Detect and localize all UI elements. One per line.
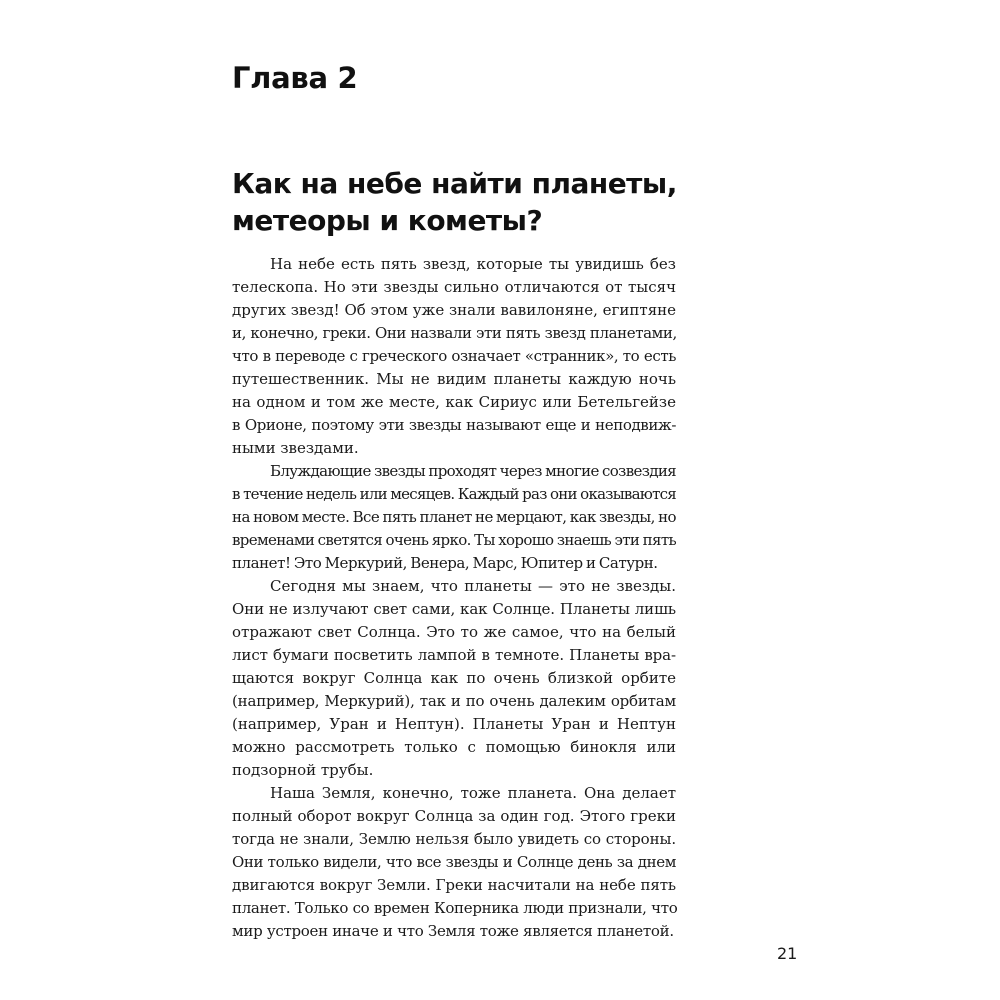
page-number: 21	[777, 944, 798, 963]
text-line: в Орионе, поэтому эти звезды называют еще и неподвиж-	[232, 416, 676, 434]
text-line: и, конечно, греки. Они назвали эти пять звезд планетами,	[232, 324, 677, 342]
text-line: двигаются вокруг Земли. Греки насчитали на небе пять	[232, 876, 676, 894]
text-line: Они только видели, что все звезды и Солнце день за днем	[232, 853, 676, 871]
chapter-title-line: Как на небе найти планеты,	[232, 167, 677, 200]
text-line: (например, Меркурий), так и по очень далеким орбитам	[232, 692, 676, 710]
text-line: планет. Только со времен Коперника люди признали, что	[232, 899, 678, 917]
chapter-heading: Глава 2	[232, 61, 358, 95]
chapter-title-line: метеоры и кометы?	[232, 204, 543, 237]
paragraph	[232, 460, 676, 575]
text-line: На небе есть пять звезд, которые ты увидишь без	[270, 255, 676, 273]
text-line: Они не излучают свет сами, как Солнце. Планеты лишь	[232, 600, 676, 618]
chapter-title	[232, 165, 832, 239]
text-line: Наша Земля, конечно, тоже планета. Она делает	[270, 784, 676, 802]
paragraph	[232, 253, 676, 460]
text-line: в течение недель или месяцев. Каждый раз они оказываются	[232, 485, 676, 503]
text-line: Сегодня мы знаем, что планеты — это не звезды.	[270, 577, 676, 595]
text-line: полный оборот вокруг Солнца за один год. Этого греки	[232, 807, 676, 825]
text-line: можно рассмотреть только с помощью бинокля или	[232, 738, 676, 756]
text-line: (например, Уран и Нептун). Планеты Уран и Нептун	[232, 715, 676, 733]
text-line: лист бумаги посветить лампой в темноте. Планеты вра-	[232, 646, 676, 664]
paragraph	[232, 782, 676, 943]
body-text	[232, 253, 676, 943]
text-line: временами светятся очень ярко. Ты хорошо знаешь эти пять	[232, 531, 676, 549]
text-line: на одном и том же месте, как Сириус или Бетельгейзе	[232, 393, 676, 411]
text-line: других звезд! Об этом уже знали вавилоняне, египтяне	[232, 301, 677, 319]
text-line: телескопа. Но эти звезды сильно отличаются от тысяч	[232, 278, 676, 296]
text-line: ными звездами.	[232, 439, 359, 457]
text-line: мир устроен иначе и что Земля тоже является планетой.	[232, 922, 674, 940]
paragraph	[232, 575, 676, 782]
text-line: подзорной трубы.	[232, 761, 374, 779]
text-line: тогда не знали, Землю нельзя было увидеть со стороны.	[232, 830, 676, 848]
text-line: Блуждающие звезды проходят через многие созвездия	[270, 462, 676, 480]
text-line: щаются вокруг Солнца как по очень близкой орбите	[232, 669, 676, 687]
text-line: что в переводе с греческого означает «странник», то есть	[232, 347, 676, 365]
text-line: на новом месте. Все пять планет не мерцают, как звезды, но	[232, 508, 676, 526]
text-line: отражают свет Солнца. Это то же самое, что на белый	[232, 623, 676, 641]
text-line: планет! Это Меркурий, Венера, Марс, Юпитер и Сатурн.	[232, 554, 658, 572]
text-line: путешественник. Мы не видим планеты каждую ночь	[232, 370, 676, 388]
